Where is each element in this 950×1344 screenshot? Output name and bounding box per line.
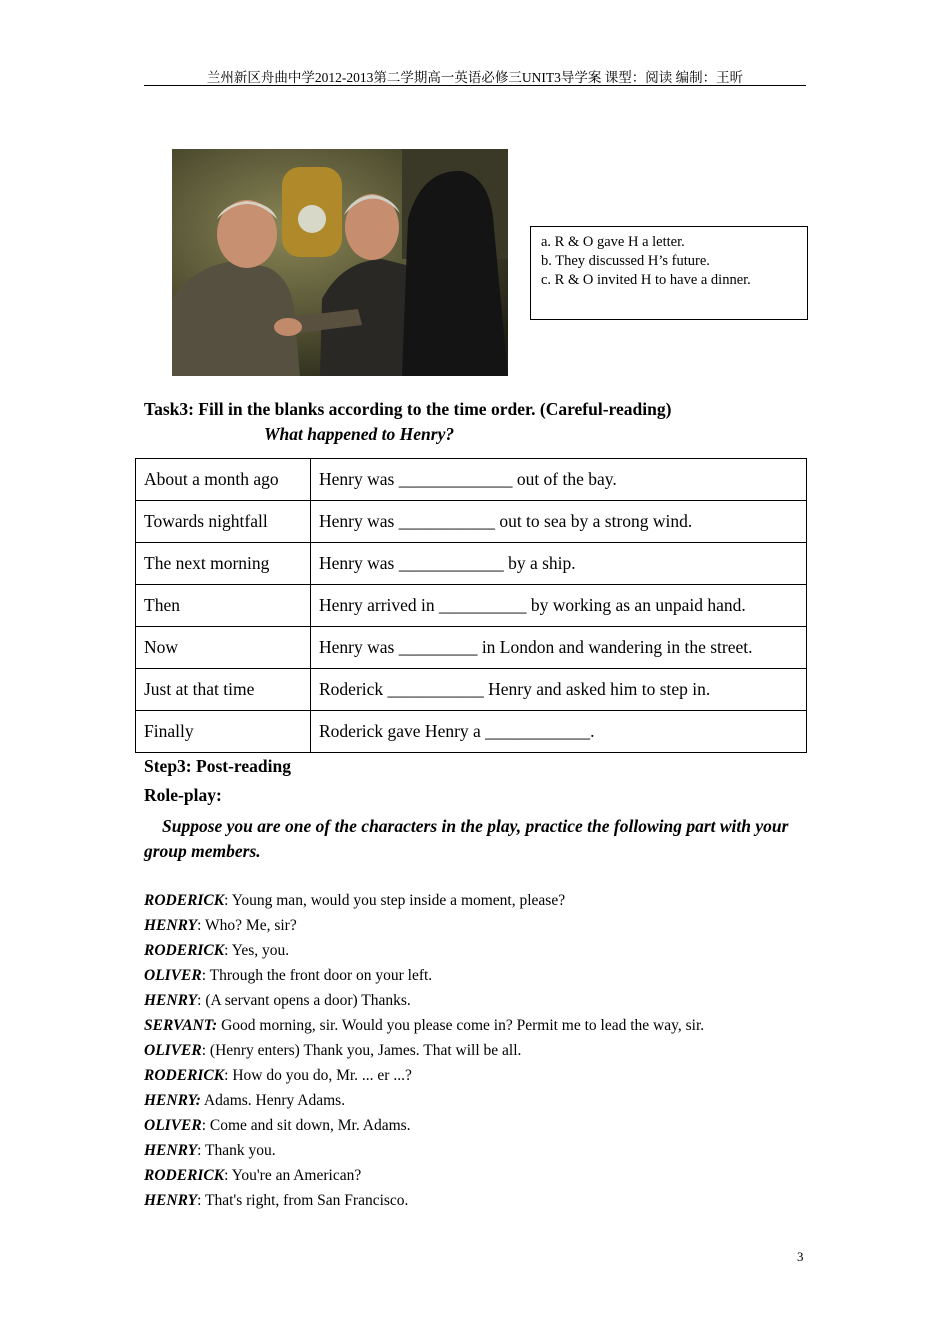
option-c: c. R & O invited H to have a dinner. [541,272,751,288]
speaker: OLIVER [144,1117,202,1134]
speaker: RODERICK [144,942,225,959]
table-row [136,627,807,669]
blank-cell: Roderick gave Henry a ____________. [311,711,807,753]
line-text: How do you do, Mr. ... er ...? [228,1067,412,1084]
table-row [136,459,807,501]
header-rule [144,85,806,86]
page-number: 3 [797,1249,804,1264]
dialogue-line: HENRY: That's right, from San Francisco. [144,1192,409,1209]
task3-subtitle: What happened to Henry? [264,424,455,444]
time-cell: Just at that time [136,669,311,711]
line-text: Good morning, sir. Would you please come in? Permit me to lead the way, sir. [217,1017,705,1034]
blank-cell: Henry was _____________ out of the bay. [311,459,807,501]
blank-cell: Henry was ____________ by a ship. [311,543,807,585]
dialogue-line: OLIVER: Come and sit down, Mr. Adams. [144,1117,411,1134]
speaker: OLIVER [144,967,202,984]
roleplay-heading: Role-play: [144,785,222,805]
dialogue-line [144,1013,704,1038]
line-text: Thank you. [201,1142,276,1159]
line-text: (A servant opens a door) Thanks. [201,992,411,1009]
time-cell: The next morning [136,543,311,585]
step3-heading: Step3: Post-reading [144,756,291,776]
time-cell: Now [136,627,311,669]
film-still-photo [172,149,508,376]
dialogue [144,888,704,1213]
blank-cell: Henry was ___________ out to sea by a strong wind. [311,501,807,543]
page-header: 兰州新区舟曲中学2012-2013第二学期高一英语必修三UNIT3导学案 课型：阅读 编制：王昕 [206,70,744,85]
blank-cell: Henry arrived in __________ by working as an unpaid hand. [311,585,807,627]
blank-cell: Roderick ___________ Henry and asked him to step in. [311,669,807,711]
options-box [530,226,808,320]
speaker: SERVANT: [144,1017,218,1034]
dialogue-line: RODERICK: You're an American? [144,1167,362,1184]
speaker: HENRY [144,917,198,934]
speaker: HENRY [144,1192,198,1209]
line-text: Through the front door on your left. [206,967,433,984]
dialogue-line: HENRY: Thank you. [144,1142,276,1159]
speaker: HENRY: [144,1092,201,1109]
blank-cell: Henry was _________ in London and wandering in the street. [311,627,807,669]
speaker: HENRY [144,1142,198,1159]
dialogue-line: RODERICK: How do you do, Mr. ... er ...? [144,1067,412,1084]
line-text: Yes, you. [228,942,290,959]
option-a: a. R & O gave H a letter. [541,234,685,250]
dialogue-line: RODERICK: Young man, would you step inside a moment, please? [144,892,566,909]
table-row [136,711,807,753]
time-cell: Then [136,585,311,627]
dialogue-line: OLIVER: (Henry enters) Thank you, James. That will be all. [144,1042,522,1059]
speaker: RODERICK [144,1067,225,1084]
option-b: b. They discussed H’s future. [541,253,710,269]
table-row [136,669,807,711]
dialogue-line: HENRY: Who? Me, sir? [144,917,297,934]
fill-in-table [135,458,807,753]
dialogue-line: OLIVER: Through the front door on your left. [144,967,433,984]
line-text: Who? Me, sir? [201,917,297,934]
line-text: You're an American? [228,1167,362,1184]
speaker: RODERICK [144,892,225,909]
dialogue-line: RODERICK: Yes, you. [144,942,290,959]
table-row [136,501,807,543]
line-text: (Henry enters) Thank you, James. That will be all. [206,1042,522,1059]
dialogue-line: HENRY: (A servant opens a door) Thanks. [144,992,411,1009]
line-text: Adams. Henry Adams. [200,1092,346,1109]
dialogue-line [144,1088,704,1113]
speaker: RODERICK [144,1167,225,1184]
line-text: That's right, from San Francisco. [201,1192,409,1209]
time-cell: About a month ago [136,459,311,501]
table-row [136,543,807,585]
task3-title: Task3: Fill in the blanks according to the time order. (Careful-reading) [144,399,672,419]
speaker: OLIVER [144,1042,202,1059]
line-text: Young man, would you step inside a moment, please? [228,892,566,909]
line-text: Come and sit down, Mr. Adams. [206,1117,411,1134]
speaker: HENRY [144,992,198,1009]
roleplay-instruction: Suppose you are one of the characters in the play, practice the following part with your group members. [144,816,789,861]
time-cell: Finally [136,711,311,753]
time-cell: Towards nightfall [136,501,311,543]
table-row [136,585,807,627]
